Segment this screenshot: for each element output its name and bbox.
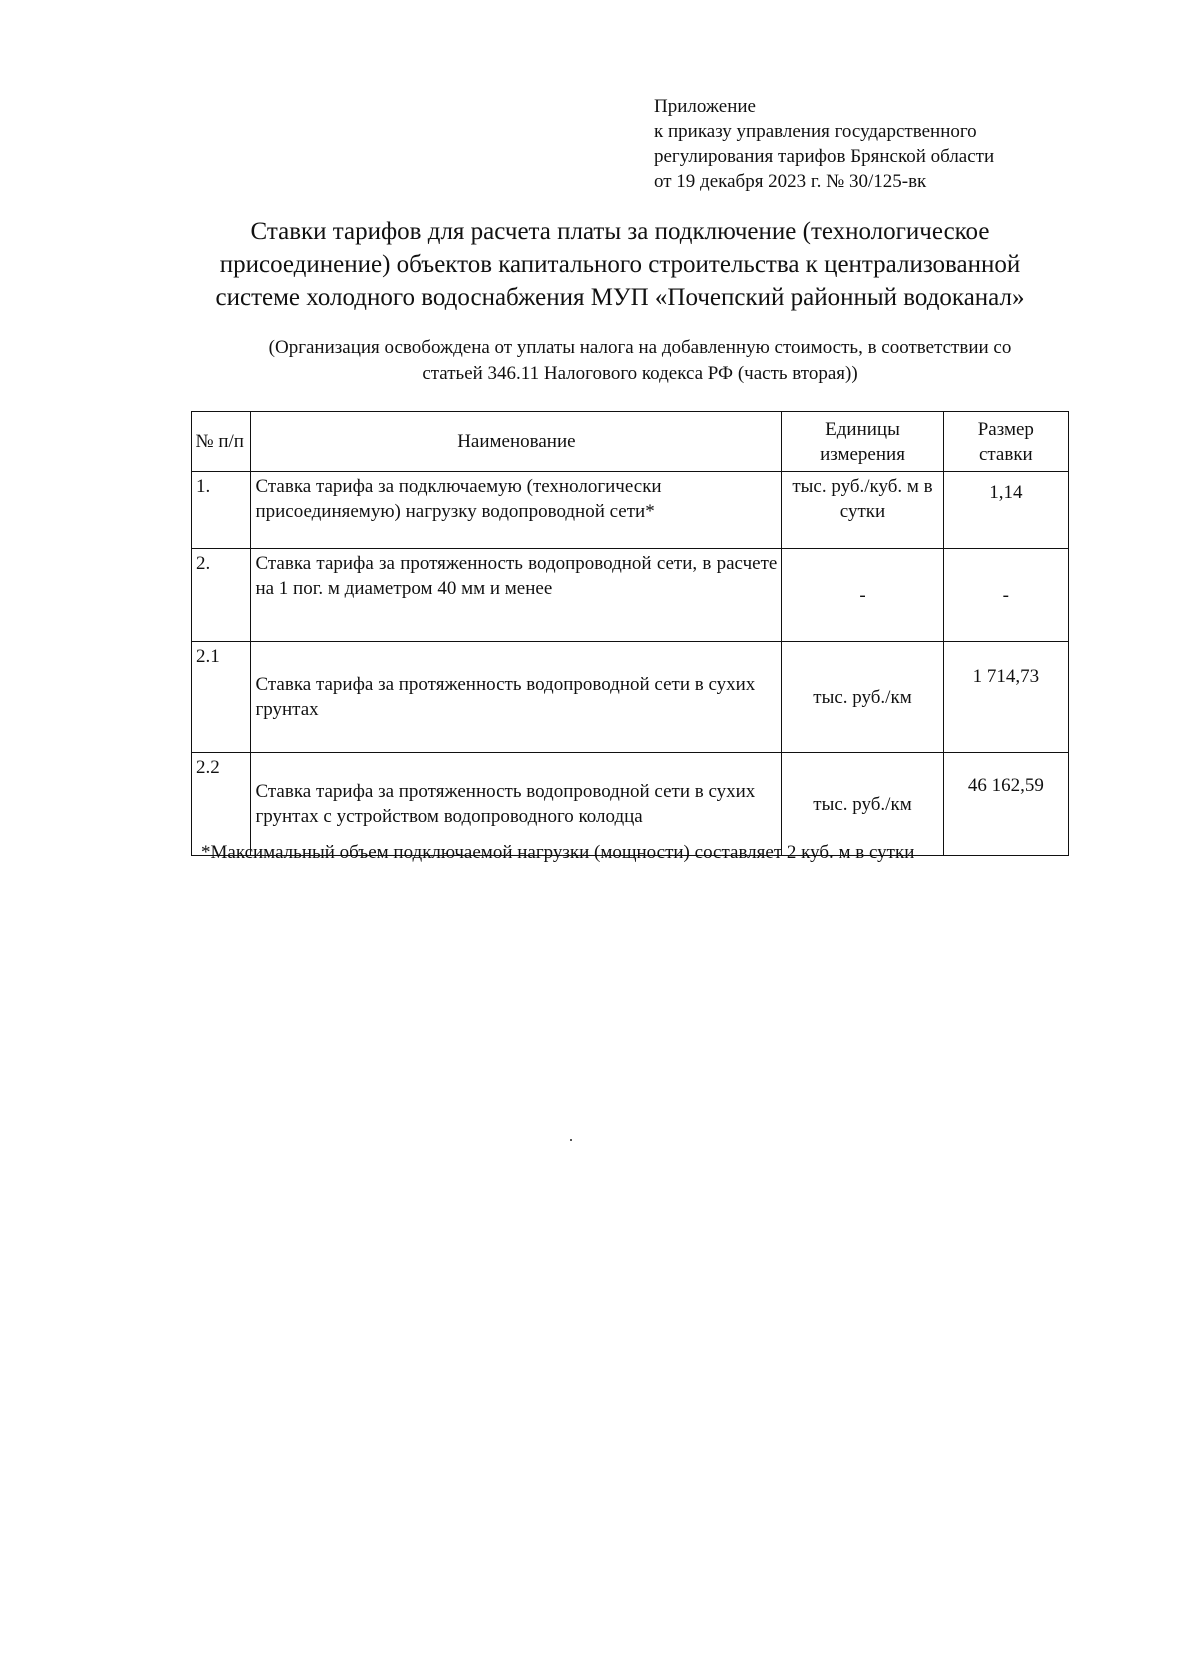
row-unit: тыс. руб./куб. м в сутки (782, 472, 943, 549)
title-line-3: системе холодного водоснабжения МУП «Почепский районный водоканал» (215, 284, 1025, 311)
header-num: № п/п (192, 412, 251, 472)
row-name: Ставка тарифа за протяженность водопроводной сети в сухих грунтах (251, 642, 782, 753)
appendix-date-number: от 19 декабря 2023 г. № 30/125-вк (654, 171, 927, 192)
row-name: Ставка тарифа за протяженность водопроводной сети, в расчете на 1 пог. м диаметром 40 мм и менее (251, 549, 782, 642)
appendix-order-ref: к приказу управления государственного (654, 121, 977, 142)
row-rate: 1,14 (943, 472, 1068, 549)
row-name: Ставка тарифа за протяженность водопроводной сети в сухих грунтах с устройством водопроводного колодца (251, 753, 782, 856)
row-rate: 46 162,59 (943, 753, 1068, 856)
footnote: *Максимальный объем подключаемой нагрузки (мощности) составляет 2 куб. м в сутки (201, 842, 915, 863)
header-rate (943, 412, 1068, 472)
header-unit (782, 412, 943, 472)
header-unit-line-1: Единицы (825, 418, 900, 440)
row-num: 1. (192, 472, 251, 549)
row-name: Ставка тарифа за подключаемую (технологически присоединяемую) нагрузку водопроводной сети* (251, 472, 782, 549)
table-header-row (192, 412, 1069, 472)
header-unit-line-2: измерения (820, 443, 905, 465)
row-unit: тыс. руб./км (782, 642, 943, 753)
document-title (160, 215, 1080, 314)
row-num: 2.1 (192, 642, 251, 753)
appendix-label: Приложение (654, 96, 756, 117)
vat-note (190, 335, 1090, 387)
row-num: 2. (192, 549, 251, 642)
tariff-table (191, 411, 1069, 856)
table-row (192, 472, 1069, 549)
table-row (192, 549, 1069, 642)
vat-note-line-2: статьей 346.11 Налогового кодекса РФ (часть вторая)) (422, 363, 858, 384)
row-rate: - (943, 549, 1068, 642)
table-row (192, 642, 1069, 753)
appendix-authority: регулирования тарифов Брянской области (654, 146, 995, 167)
header-rate-line-1: Размер (977, 418, 1034, 440)
vat-note-line-1: (Организация освобождена от уплаты налога на добавленную стоимость, в соответствии со (268, 337, 1012, 358)
header-rate-line-2: ставки (978, 443, 1033, 465)
title-line-1: Ставки тарифов для расчета платы за подключение (технологическое (250, 218, 990, 245)
header-name: Наименование (251, 412, 782, 472)
appendix-header (654, 94, 1074, 194)
title-line-2: присоединение) объектов капитального строительства к централизованной (219, 251, 1021, 278)
row-unit: - (782, 549, 943, 642)
scan-speck (570, 1139, 572, 1141)
row-unit: тыс. руб./км (782, 753, 943, 856)
row-rate: 1 714,73 (943, 642, 1068, 753)
row-num: 2.2 (192, 753, 251, 856)
